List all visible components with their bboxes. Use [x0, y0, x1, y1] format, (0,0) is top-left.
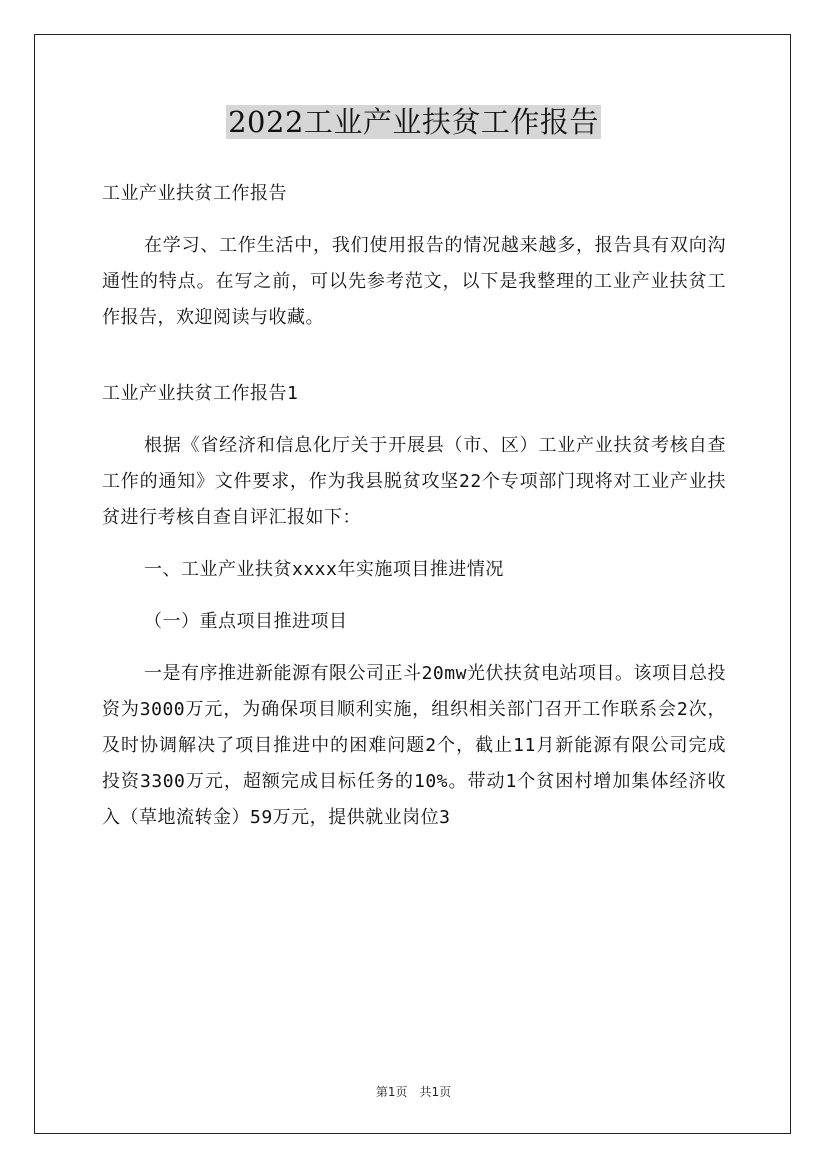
- section-heading: 工业产业扶贫工作报告1: [102, 383, 299, 404]
- document-title: [0, 100, 827, 144]
- body-paragraph: （一）重点项目推进项目: [144, 611, 348, 632]
- intro-paragraph: 在学习、工作生活中，我们使用报告的情况越来越多，报告具有双向沟通性的特点。在写之前，可以先参考范文，以下是我整理的工业产业扶贫工作报告，欢迎阅读与收藏。: [102, 235, 726, 328]
- document-title-text: 2022工业产业扶贫工作报告: [228, 105, 599, 139]
- page-footer: 第1页 共1页: [375, 1085, 452, 1099]
- document-body: [102, 176, 726, 852]
- body-paragraph: 一、工业产业扶贫xxxx年实施项目推进情况: [144, 559, 504, 580]
- document-subtitle: 工业产业扶贫工作报告: [102, 183, 287, 204]
- body-paragraph: 一是有序推进新能源有限公司正斗20mw光伏扶贫电站项目。该项目总投资为3000万元，为确保项目顺利实施，组织相关部门召开工作联系会2次，及时协调解决了项目推进中的困难问题2个，截止11月新能源有限公司完成投资3300万元，超额完成目标任务的10%。带动1个贫困村增加集体经济收入（草地流转金）59万元，提供就业岗位3: [102, 663, 726, 828]
- body-paragraph: 根据《省经济和信息化厅关于开展县（市、区）工业产业扶贫考核自查工作的通知》文件要求，作为我县脱贫攻坚22个专项部门现将对工业产业扶贫进行考核自查自评汇报如下：: [102, 435, 726, 528]
